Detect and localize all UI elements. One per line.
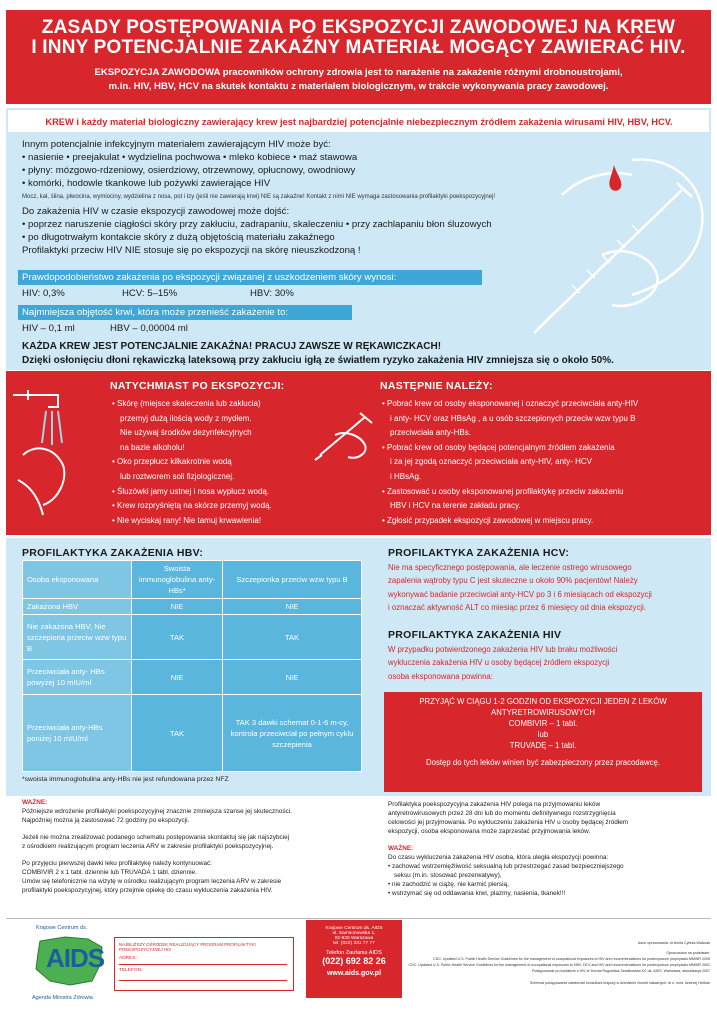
- hbv-cell: TAK: [132, 695, 223, 772]
- notes-right-intro: celowości jej przyjmowania. Po wykluczeniu zakażenia HIV u osoby będącej źródłem: [388, 819, 629, 826]
- title-line-1: ZASADY POSTĘPOWANIA PO EKSPOZYCJI ZAWODOWEJ NA KREW: [41, 17, 676, 38]
- hbv-cell: Nie zakażona HBV, Nie szczepiona przeciw wzw typu B: [23, 615, 132, 660]
- phone-line[interactable]: [119, 980, 287, 981]
- volume-hiv: HIV – 0,1 ml: [22, 323, 75, 334]
- hiv-box-line: TRUVADĘ – 1 tabl.: [509, 741, 577, 750]
- nearest-center-form: [114, 937, 294, 991]
- hcv-text: [388, 561, 708, 615]
- hiv-title: PROFILAKTYKA ZAKAŻENIA HIV: [388, 629, 562, 641]
- hbv-cell: TAK: [223, 615, 362, 660]
- notes-left-line: [22, 825, 362, 833]
- hbv-table: [22, 560, 362, 772]
- volume-bar: Najmniejsza objętość krwi, która może przenieść zakażenie to:: [18, 305, 352, 320]
- immediate-item: na bazie alkoholu!: [120, 442, 185, 452]
- notes-left-line: Umów się telefonicznie na wizytę w ośrodku realizującym program leczenia ARV w zakresie: [22, 878, 282, 885]
- title-line-2: I INNY POTENCJALNIE ZAKAŹNY MATERIAŁ MOGĄCY ZAWIERAĆ HIV.: [31, 37, 686, 58]
- notes-left-title-text: WAŻNE:: [22, 799, 48, 806]
- immediate-item: • Krew rozpryśniętą na skórze przemyj wodą.: [112, 501, 272, 511]
- logo-main-text: AIDS: [46, 943, 105, 973]
- credits: [400, 940, 710, 986]
- credit-line: Schemat postępowania zatwierdził konsultant krajowy w dziedzinie chorób zakaźnych: dr n. med. Andrzej Horban: [529, 981, 710, 985]
- kc-line: Krajowe Centrum ds. AIDS: [325, 926, 383, 931]
- notes-right-intro: Profilaktyka poekspozycyjna zakażenia HIV polega na przyjmowaniu leków: [388, 801, 601, 808]
- notes-left-line: Późniejsze wdrożenie profilaktyki poekspozycyjnej znacznie zmniejsza szanse jej skuteczności.: [22, 808, 292, 815]
- form-label-phone: TELEFON:: [119, 968, 143, 973]
- footer-divider: [6, 918, 711, 919]
- notes-left-line: z ośrodkiem realizującym program leczenia ARV w zakresie profilaktyki poekspozycyjnej.: [22, 843, 274, 850]
- logo-bottom-text: Agenda Ministra Zdrowia: [32, 995, 93, 1001]
- exposure-line-1: • poprzez naruszenie ciągłości skóry przy zakłuciu, zadrapaniu, skaleczeniu • przy zachlapaniu błon śluzowych: [22, 219, 492, 230]
- hiv-text: [388, 643, 708, 683]
- probability-hcv: HCV: 5–15%: [122, 288, 178, 299]
- next-steps-list: [382, 397, 707, 528]
- exposure-intro: Do zakażenia HIV w czasie ekspozycji zawodowej może dojść:: [22, 206, 290, 217]
- exposure-line-2: • po długotrwałym kontakcie skóry z dużą objętością materiału zakaźnego: [22, 232, 335, 243]
- hiv-line: W przypadku potwierdzonego zakażenia HIV lub braku możliwości: [388, 645, 618, 654]
- notes-left-line: Najpóźniej można ją zastosować 72 godziny po ekspozycji.: [22, 817, 190, 824]
- hotline-label: Telefon Zaufania AIDS: [326, 950, 382, 956]
- materials-line-3: • komórki, hodowle tkankowe lub pożywki zawierające HIV: [22, 178, 271, 189]
- hbv-header-cell: Osoba eksponowana: [23, 561, 132, 599]
- hbv-cell: Przeciwciała anty- HBs powyżej 10 mIU/ml: [23, 660, 132, 695]
- immediate-list: [112, 397, 322, 528]
- hiv-drug-box: [384, 692, 702, 792]
- hbv-cell: TAK 3 dawki schemat 0-1-6 m-cy, kontrola przeciwciał po pełnym cyklu szczepienia: [223, 695, 362, 772]
- hbv-cell: NIE: [223, 660, 362, 695]
- notes-right-title: [388, 844, 713, 853]
- notes-right-line: • zachować wstrzemięźliwość seksualną lub przestrzegać zasad bezpieczniejszego: [388, 863, 624, 870]
- table-row: [23, 660, 362, 695]
- address-line[interactable]: [119, 964, 287, 965]
- next-item: przeciwciała anty-HBs.: [390, 428, 471, 438]
- subtitle-line-2: m.in. HIV, HBV, HCV na skutek kontaktu z materiałem biologicznym, w trakcie wykonywania pracy zawodowej.: [108, 81, 609, 92]
- notes-right-line: seksu (m.in. stosować prezerwatywy),: [394, 872, 502, 879]
- exposure-routes-section: [22, 205, 582, 257]
- probability-hbv: HBV: 30%: [250, 288, 294, 299]
- kc-line: 02-829 Warszawa: [334, 936, 374, 941]
- hiv-box-line: lub: [537, 730, 549, 739]
- gloves-line-2: Dzięki osłonięciu dłoni rękawiczką lateksową przy zakłuciu igłą ze światłem ryzyko zakażenia HIV zmniejsza się o około 50%.: [22, 355, 614, 366]
- table-row: [23, 561, 362, 599]
- hbv-cell: Przeciwciała anty-HBs poniżej 10 mIU/ml: [23, 695, 132, 772]
- hbv-cell: Zakażona HBV: [23, 599, 132, 615]
- next-item: i HBsAg.: [390, 471, 422, 481]
- immediate-item: • Śluzówki jamy ustnej i nosa wypłucz wodą.: [112, 486, 270, 496]
- notes-left-line: [22, 851, 362, 859]
- notes-left-line: Jeżeli nie można zrealizować podanego schematu postępowania skontaktuj się jak najszybciej: [22, 834, 290, 841]
- materials-line-2: • płyny: mózgowo-rdzeniowy, osierdziowy, otrzewnowy, opłucnowy, owodniowy: [22, 165, 356, 176]
- gloves-line-1: KAŻDA KREW JEST POTENCJALNIE ZAKAŹNA! PRACUJ ZAWSZE W RĘKAWICZKACH!: [22, 341, 442, 352]
- hbv-cell: NIE: [223, 599, 362, 615]
- probability-hiv: HIV: 0,3%: [22, 288, 65, 299]
- hcv-line: i oznaczać aktywność ALT co miesiąc przez 6 miesięcy od dnia ekspozycji.: [388, 603, 646, 613]
- hbv-cell: NIE: [132, 660, 223, 695]
- table-row: [23, 615, 362, 660]
- subtitle-line-1: EKSPOZYCJA ZAWODOWA pracowników ochrony zdrowia jest to narażenie na zakażenie różnymi drobnoustrojami,: [94, 67, 623, 78]
- hcv-title: PROFILAKTYKA ZAKAŻENIA HCV:: [388, 547, 570, 559]
- lead-text: KREW i każdy materiał biologiczny zawierający krew jest najbardziej potencjalnie niebezpiecznym źródłem zakażenia wirusami HIV, HBV, HCV.: [45, 117, 673, 127]
- next-item: • Zgłosić przypadek ekspozycji zawodowej w miejscu pracy.: [382, 515, 594, 525]
- non-infectious-note: Mocz, kał, ślina, plwocina, wymiociny, wydzielina z nosa, pot i łzy (jeśli nie zawierają krwi) NIE są zakaźne! Kontakt z nimi NIE wymaga zastosowania profilaktyki poekspozycyjnej!: [22, 194, 496, 200]
- next-item: • Zastosować u osoby eksponowanej profilaktykę przeciw zakażeniu: [382, 486, 624, 496]
- gloves-section: [22, 340, 712, 368]
- next-item: • Pobrać krew od osoby eksponowanej i oznaczyć przeciwciała anty-HIV: [382, 399, 639, 408]
- hiv-box-line: Dostęp do tych leków winien być zabezpieczony przez pracodawcę.: [425, 758, 661, 767]
- hbv-cell: TAK: [132, 615, 223, 660]
- next-item: HBV i HCV na terenie zakładu pracy.: [390, 501, 521, 511]
- credit-line: CDC. Updated U.S. Public Health Service Guidelines for the management of occupational exposures to HBV, HCV and HIV and recommendations for postexposure prophylaxis.MMWR 2001: [408, 963, 710, 967]
- notes-right-intro: antyretrowirusowych przez 28 dni lub do momentu definitywnego rozstrzygnięcia: [388, 810, 616, 817]
- form-label-center: NAJBLIŻSZY OŚRODEK REALIZUJĄCY PROGRAM PROFILAKTYKI POEKSPOZYCYJNEJ HIV: [119, 942, 256, 952]
- hbv-title: PROFILAKTYKA ZAKAŻENIA HBV:: [22, 547, 204, 559]
- page-title: [0, 18, 717, 58]
- next-item: i anty- HCV oraz HBsAg , a u osób szczepionych przeciw wzw typu B: [390, 413, 636, 423]
- contact-box: [306, 920, 402, 998]
- hiv-line: osoba eksponowana powinna:: [388, 671, 493, 681]
- notes-right-intro: ekspozycji, osoba eksponowana może zaprzestać przyjmowania leków.: [388, 828, 591, 835]
- hcv-line: Nie ma specyficznego postępowania, ale leczenie ostrego wirusowego: [388, 563, 632, 572]
- exposure-line-3: Profilaktyki przeciw HIV NIE stosuje się po ekspozycji na skórę nieuszkodzoną !: [22, 245, 361, 256]
- infectious-materials-section: [22, 138, 542, 190]
- credit-line: CDC. Updated U.S. Public Health Service Guidelines for the management of occupational exposures to HIV and recommendations for postexposure prophylaxis.MMWR 2005: [433, 957, 710, 961]
- notes-right-title-text: WAŻNE:: [388, 845, 414, 852]
- table-row: [23, 695, 362, 772]
- notes-right-line: Do czasu wykluczenia zakażenia HIV osoba, która uległa ekspozycji powinna:: [388, 854, 609, 861]
- form-label-address: ADRES:: [119, 956, 137, 961]
- hbv-cell: NIE: [132, 599, 223, 615]
- credit-line: Postępowanie po kontakcie z HIV dr Dorota Rogowska-Szadkowska KC ds. AIDS, Warszawa, aktualizacja 2007: [531, 969, 710, 973]
- faucet-hand-icon: [8, 385, 88, 525]
- hiv-line: wykluczenia zakażenia HIV u osoby będącej źródłem ekspozycji: [388, 658, 610, 668]
- immediate-item: Nie używaj środków dezynfekcyjnych: [120, 428, 252, 438]
- materials-line-1: • nasienie • preejakulat • wydzielina pochwowa • mleko kobiece • maź stawowa: [22, 152, 358, 163]
- important-notes-left: [22, 798, 362, 895]
- hcv-line: zapalenia wątroby typu C jest skuteczne u około 90% pacjentów! Należy: [388, 576, 638, 586]
- important-notes-right: [388, 800, 713, 898]
- materials-intro: Innym potencjalnie infekcyjnym materiałem zawierającym HIV może być:: [22, 139, 331, 150]
- table-row: [23, 599, 362, 615]
- hotline-number: (022) 692 82 26: [322, 956, 386, 966]
- credit-line: Autor opracowania: dr Aneta Cybula-Walczak: [637, 941, 710, 945]
- notes-right-line: • nie zachodzić w ciążę, nie karmić piersią,: [388, 881, 509, 888]
- notes-right-line: • wstrzymać się od oddawania krwi, plazmy, nasienia, tkanek!!!: [388, 890, 566, 897]
- kc-line: tel. (022) 331 77 77: [333, 941, 375, 946]
- immediate-item: • Skórę (miejsce skaleczenia lub zakłucia): [112, 399, 261, 408]
- immediate-item: lub roztworem soli fizjologicznej.: [120, 471, 235, 481]
- volume-hbv: HBV – 0,00004 ml: [110, 323, 188, 334]
- notes-left-line: Po przyjęciu pierwszej dawki leku profilaktykę należy kontynuować:: [22, 860, 213, 867]
- hbv-header-cell: Szczepionka przeciw wzw typu B: [223, 561, 362, 599]
- hiv-box-line: COMBIVIR – 1 tabl.: [508, 719, 578, 728]
- hbv-header-cell: Swoista immunoglobulina anty- HBs*: [132, 561, 223, 599]
- hcv-line: wykonywać badanie przeciwciał anty-HCV po 3 i 6 miesiącach od ekspozycji: [388, 589, 652, 599]
- immediate-item: • Nie wyciskaj rany! Nie tamuj krwawienia!: [112, 515, 262, 525]
- next-item: • Pobrać krew od osoby będącej potencjalnym źródłem zakażenia: [382, 442, 615, 452]
- logo-top-text: Krajowe Centrum ds.: [36, 925, 88, 931]
- immediate-title: NATYCHMIAST PO EKSPOZYCJI:: [110, 380, 285, 392]
- next-steps-title: NASTĘPNIE NALEŻY:: [380, 380, 493, 392]
- next-item: i za jej zgodą oznaczyć przeciwciała anty-HIV, anty- HCV: [390, 457, 593, 467]
- header-subtitle: [0, 66, 717, 94]
- hiv-box-line: ANTYRETROWIRUSOWYCH: [491, 708, 595, 717]
- notes-left-title: [22, 798, 362, 807]
- kc-line: ul. Samsonowska 1,: [332, 931, 376, 936]
- probability-bar: Prawdopodobieństwo zakażenia po ekspozycji związanej z uszkodzeniem skóry wynosi:: [18, 270, 482, 285]
- website-link[interactable]: www.aids.gov.pl: [326, 970, 382, 977]
- credit-line: Opracowano na podstawie:: [666, 951, 710, 955]
- immediate-item: przemyj dużą ilością wody z mydłem.: [120, 413, 252, 423]
- hiv-box-line: PRZYJĄĆ W CIĄGU 1-2 GODZIN OD EKSPOZYCJI JEDEN Z LEKÓW: [419, 697, 667, 706]
- hbv-footnote: *swoista immunoglobulina anty-HBs nie jest refundowana przez NFZ: [22, 776, 229, 783]
- notes-left-line: COMBIVIR 2 x 1 tabl. dziennie lub TRUVADA 1 tabl. dziennie.: [22, 869, 197, 876]
- immediate-item: • Oko przepłucz kilkakrotnie wodą: [112, 457, 232, 467]
- notes-left-line: profilaktyki poekspozycyjnej, który przejmie opiekę do czasu wykluczenia zakażenia HIV.: [22, 887, 273, 894]
- aids-logo: [28, 925, 118, 1005]
